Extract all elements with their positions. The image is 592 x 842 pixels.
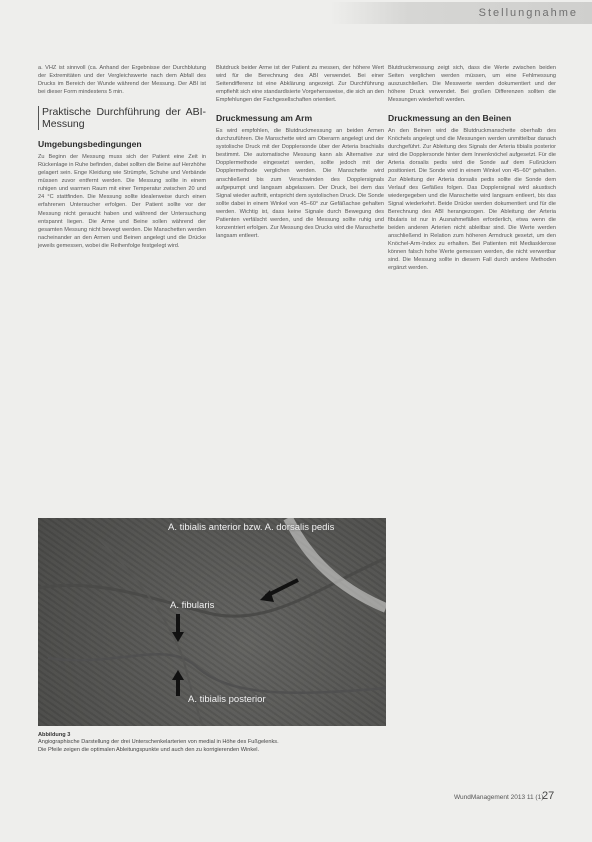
caption-title: Abbildung 3 <box>38 732 71 738</box>
subsection-heading-arm: Druckmessung am Arm <box>216 113 313 124</box>
section-banner <box>330 2 592 24</box>
journal-footer: WundManagement 2013 11 (1) <box>454 794 544 801</box>
column-3-body-1: Blutdruckmessung zeigt sich, dass die Werte zwischen beiden Seiten verglichen werden müssen, um eine Fehlmessung auszuschließen. Die Messwerte werden dokumentiert und der höhere Druck verwendet. Bei großen Differenzen sollten die Messungen wiederholt werden. <box>388 65 556 104</box>
page-number: 27 <box>542 790 555 802</box>
section-heading: Praktische Durchführung der ABI-Messung <box>38 106 206 130</box>
section-title: Stellungnahme <box>478 7 578 19</box>
label-tibialis-posterior: A. tibialis posterior <box>188 694 266 705</box>
label-tibialis-anterior: A. tibialis anterior bzw. A. dorsalis pedis <box>168 522 335 533</box>
vessel-line <box>48 654 386 693</box>
column-2-body-1: Blutdruck beider Arme ist der Patient zu messen, der höhere Wert wird für die Berechnung des ABI verwendet. Bei einer Seitendifferenz ist eine Abklärung angezeigt. Zur Durchführung empfiehlt sich eine standardisierte Vorgehensweise, die sich an den Empfehlungen der Fachgesellschaften orientiert. <box>216 65 384 104</box>
column-1-body: Zu Beginn der Messung muss sich der Patient eine Zeit in Rückenlage in Ruhe befinden, dabei sollten die Beine auf Herzhöhe gelagert sein. Enge Kleidung wie Strümpfe, Schuhe und Verbände müssen zuvor entfernt werden. Die Messung sollte in einem ruhigen und warmen Raum mit einer Temperatur zwischen 20 und 24 °C stattfinden. Die Messung sollte idealerweise durch einen erfahrenen Untersucher erfolgen. Der Patient sollte vor der Messung nicht geraucht haben und während der Untersuchung entspannt liegen. Die Arme und Beine sollen während der gesamten Messung nicht bewegt werden. Die Manschetten werden nacheinander an den Armen und Beinen angelegt und die Drücke jeweils gemessen, wobei die Reihenfolge festgelegt wird. <box>38 154 206 249</box>
caption-text: Angiographische Darstellung der drei Unterschenkelarterien von medial in Höhe des Fußgelenks. Die Pfeile zeigen die optimalen Ableitungspunkte und auch den zu korrigierenden Winkel. <box>38 739 279 753</box>
column-3 <box>388 64 556 272</box>
column-2 <box>216 64 384 240</box>
subsection-heading: Umgebungsbedingungen <box>38 139 142 150</box>
column-1 <box>38 64 206 250</box>
angiography-figure <box>38 518 386 726</box>
column-2-body-2: Es wird empfohlen, die Blutdruckmessung an beiden Armen durchzuführen. Die Manschette wird am Oberarm angelegt und der systolische Druck mit der Dopplersonde über der Arteria brachialis bestimmt. Die automatische Messung kann als Alternative zur Dopplermethode eingesetzt werden, sollte jedoch mit der Dopplermethode verglichen werden. Die Manschette wird anschließend bis zum Verschwinden des Dopplersignals aufgepumpt und langsam abgelassen. Der Druck, bei dem das Signal wieder auftritt, entspricht dem systolischen Druck. Die Sonde sollte dabei in einem Winkel von 45–60° zur Gefäßachse gehalten werden. Wichtig ist, dass keine Signale durch Bewegung des Patienten verfälscht werden, und die Messung sollte ruhig und konzentriert erfolgen. Zur Messung des Drucks wird die Manschette langsam entleert. <box>216 128 384 239</box>
figure-caption <box>38 732 288 754</box>
column-1-intro: a. VHZ ist sinnvoll (ca. Anhand der Ergebnisse der Durchblutung der Extremitäten und der Vergleichswerte nach dem Abfall des Drucks im Bereich der Wunde während der Messung. Der ABI ist bei dieser Form mindestens 5 min. <box>38 65 206 96</box>
arrow-head-icon <box>172 670 184 680</box>
label-fibularis: A. fibularis <box>170 600 215 611</box>
subsection-heading-legs: Druckmessung an den Beinen <box>388 113 512 124</box>
column-3-body-2: An den Beinen wird die Blutdruckmanschette oberhalb des Knöchels angelegt und die Messungen werden unmittelbar danach durchgeführt. Zur Ableitung des Signals der Arteria tibialis posterior wird die Dopplersonde hinter dem Innenknöchel aufgesetzt. Für die Arteria dorsalis pedis wird die Sonde auf dem Fußrücken positioniert. Die Sonde wird in einem Winkel von 45–60° gehalten. Zur Ableitung der Arteria dorsalis pedis sollte die Sonde dem Verlauf des Gefäßes folgen. Das Dopplersignal wird akustisch wiedergegeben und die Manschette wird langsam entleert, bis das Signal wiederkehrt. Beide Drücke werden dokumentiert und für die Berechnung des ABI herangezogen. Die Ableitung der Arteria fibularis ist nur in Ausnahmefällen erforderlich, etwa wenn die beiden anderen Arterien nicht ableitbar sind. Die Werte werden anschließend in Relation zum höheren Armdruck gesetzt, um den Knöchel-Arm-Index zu erhalten. Bei Patienten mit Mediasklerose können falsch hohe Werte gemessen werden, die nicht verwertbar sind. Die Messung sollte in diesem Fall durch andere Methoden ergänzt werden. <box>388 128 556 272</box>
